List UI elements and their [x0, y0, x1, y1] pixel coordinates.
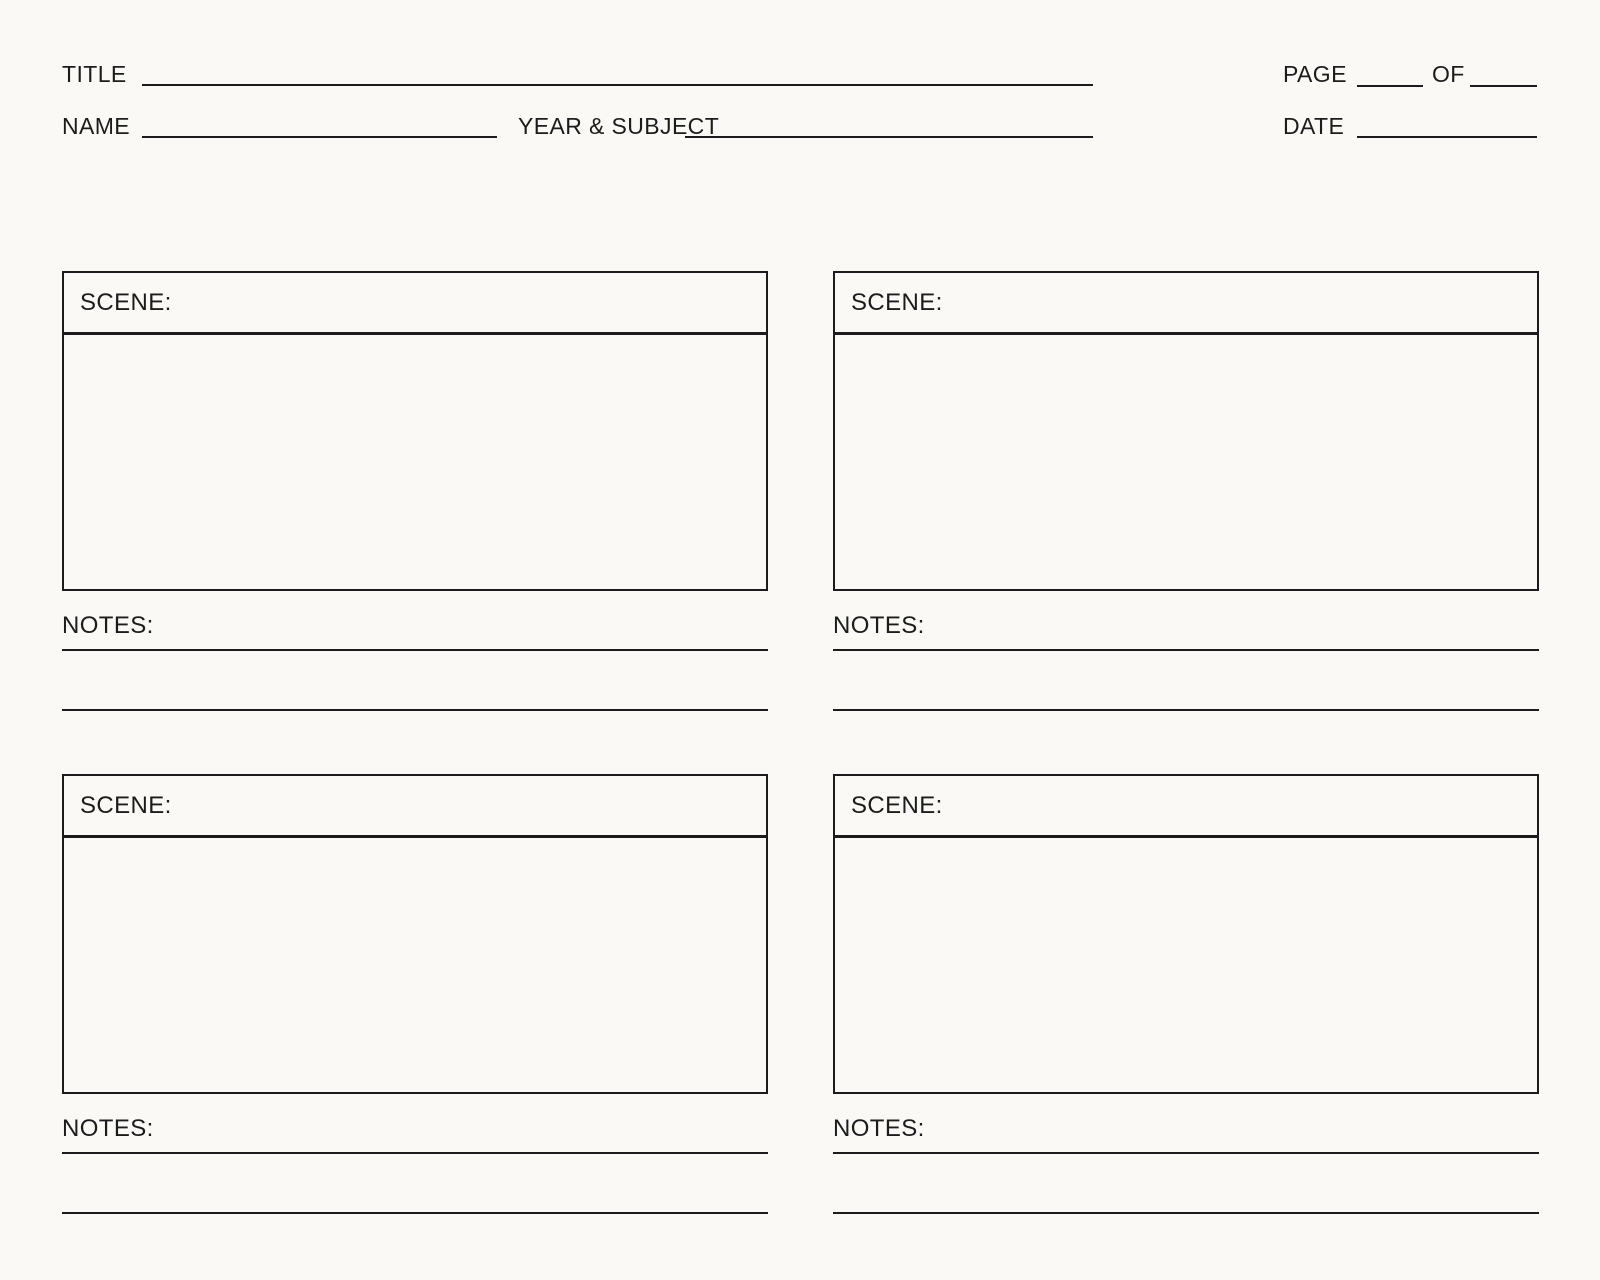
scene-header	[835, 776, 1537, 838]
scene-label: SCENE:	[80, 791, 172, 819]
scene-drawing-area[interactable]	[64, 338, 766, 589]
notes-line-2[interactable]	[833, 1184, 1539, 1214]
year-subject-fill-line[interactable]	[685, 110, 1093, 138]
scene-panel-3	[62, 774, 768, 1219]
scene-frame	[62, 271, 768, 591]
scene-panel-4	[833, 774, 1539, 1219]
notes-line-1[interactable]	[833, 621, 1539, 651]
date-fill-line[interactable]	[1357, 110, 1537, 138]
title-fill-line[interactable]	[142, 58, 1093, 86]
scene-label: SCENE:	[80, 288, 172, 316]
scene-frame	[62, 774, 768, 1094]
scene-label: SCENE:	[851, 288, 943, 316]
notes-line-1[interactable]	[62, 621, 768, 651]
scene-frame	[833, 774, 1539, 1094]
scene-header	[835, 273, 1537, 335]
notes-line-1[interactable]	[833, 1124, 1539, 1154]
scene-label: SCENE:	[851, 791, 943, 819]
scene-drawing-area[interactable]	[64, 841, 766, 1092]
name-label: NAME	[62, 113, 131, 139]
of-label: OF	[1432, 61, 1465, 87]
title-label: TITLE	[62, 61, 127, 87]
scene-header	[64, 273, 766, 335]
notes-label: NOTES:	[833, 612, 925, 639]
scene-drawing-area[interactable]	[835, 338, 1537, 589]
notes-line-1[interactable]	[62, 1124, 768, 1154]
scene-frame	[833, 271, 1539, 591]
name-fill-line[interactable]	[142, 110, 497, 138]
page-total-fill-line[interactable]	[1470, 59, 1537, 87]
notes-line-2[interactable]	[833, 681, 1539, 711]
notes-label: NOTES:	[833, 1115, 925, 1142]
notes-line-2[interactable]	[62, 681, 768, 711]
scene-header	[64, 776, 766, 838]
notes-label: NOTES:	[62, 612, 154, 639]
notes-line-2[interactable]	[62, 1184, 768, 1214]
page-number-fill-line[interactable]	[1357, 59, 1423, 87]
scene-panel-1	[62, 271, 768, 716]
date-label: DATE	[1283, 113, 1345, 139]
notes-label: NOTES:	[62, 1115, 154, 1142]
page-label: PAGE	[1283, 61, 1347, 87]
scene-panel-2	[833, 271, 1539, 716]
scene-drawing-area[interactable]	[835, 841, 1537, 1092]
year-subject-label: YEAR & SUBJECT	[518, 113, 720, 139]
